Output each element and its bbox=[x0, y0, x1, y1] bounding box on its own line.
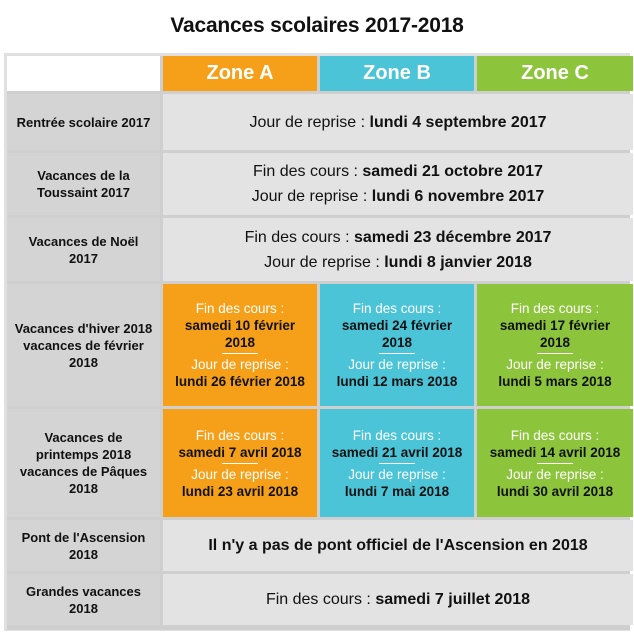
reprise-value: lundi 23 avril 2018 bbox=[181, 483, 299, 499]
reprise-label: Jour de reprise : bbox=[264, 253, 385, 271]
fin-label: Fin des cours : bbox=[244, 228, 354, 246]
table-row bbox=[249, 110, 546, 135]
fin-label: Fin des cours : bbox=[352, 427, 442, 443]
row-label-toussaint: Vacances de la Toussaint 2017 bbox=[7, 153, 160, 215]
table-row bbox=[252, 184, 545, 209]
hiver-zone-b bbox=[320, 284, 474, 406]
reprise-label: Jour de reprise : bbox=[348, 466, 446, 482]
divider bbox=[537, 463, 573, 464]
reprise-value: lundi 12 mars 2018 bbox=[336, 374, 458, 389]
divider bbox=[379, 353, 415, 354]
page-title: Vacances scolaires 2017-2018 bbox=[170, 14, 464, 37]
printemps-zone-c bbox=[477, 409, 633, 517]
reprise-value: lundi 7 mai 2018 bbox=[344, 483, 450, 499]
zone-b-header: Zone B bbox=[320, 56, 474, 91]
printemps-zone-a bbox=[163, 409, 317, 517]
fin-label: Fin des cours : bbox=[510, 301, 600, 316]
fin-label: Fin des cours : bbox=[352, 301, 442, 316]
fin-label: Fin des cours : bbox=[265, 591, 376, 608]
fin-value: samedi 17 février 2018 bbox=[499, 318, 611, 350]
ascension-note: Il n'y a pas de pont officiel de l'Ascension en 2018 bbox=[163, 520, 633, 571]
divider bbox=[379, 463, 415, 464]
row-label-printemps: Vacances de printemps 2018 vacances de Pâques 2018 bbox=[7, 409, 160, 517]
divider bbox=[537, 353, 573, 354]
fin-label: Fin des cours : bbox=[195, 301, 285, 316]
zone-c-header: Zone C bbox=[477, 56, 633, 91]
hiver-zone-a bbox=[163, 284, 317, 406]
reprise-label: Jour de reprise : bbox=[251, 188, 372, 205]
grandes-dates bbox=[163, 574, 633, 625]
reprise-label: Jour de reprise : bbox=[506, 357, 604, 372]
fin-value: samedi 14 avril 2018 bbox=[489, 444, 621, 460]
reprise-label: Jour de reprise : bbox=[249, 113, 370, 131]
fin-value: samedi 21 avril 2018 bbox=[331, 444, 463, 460]
holiday-table bbox=[7, 56, 630, 630]
reprise-label: Jour de reprise : bbox=[348, 357, 446, 372]
fin-value: samedi 21 octobre 2017 bbox=[362, 163, 543, 180]
rentree-dates bbox=[163, 94, 633, 150]
table-corner bbox=[7, 56, 160, 91]
zone-a-header: Zone A bbox=[163, 56, 317, 91]
row-label-grandes: Grandes vacances 2018 bbox=[7, 574, 160, 625]
reprise-value: lundi 4 septembre 2017 bbox=[369, 113, 547, 131]
fin-value: samedi 10 février 2018 bbox=[184, 318, 296, 350]
reprise-value: lundi 26 février 2018 bbox=[175, 374, 305, 389]
divider bbox=[222, 463, 258, 464]
reprise-label: Jour de reprise : bbox=[191, 466, 289, 482]
table-row bbox=[245, 225, 552, 250]
toussaint-dates bbox=[163, 153, 633, 215]
printemps-zone-b bbox=[320, 409, 474, 517]
row-label-noel: Vacances de Noël 2017 bbox=[7, 218, 160, 281]
table-row bbox=[264, 250, 532, 275]
reprise-value: lundi 8 janvier 2018 bbox=[384, 253, 532, 271]
fin-value: samedi 7 juillet 2018 bbox=[375, 591, 531, 608]
reprise-value: lundi 30 avril 2018 bbox=[496, 483, 614, 499]
reprise-value: lundi 5 mars 2018 bbox=[498, 374, 612, 389]
fin-value: samedi 24 février 2018 bbox=[341, 318, 453, 350]
reprise-label: Jour de reprise : bbox=[506, 466, 604, 482]
table-row bbox=[253, 159, 543, 184]
reprise-value: lundi 6 novembre 2017 bbox=[371, 188, 545, 205]
hiver-zone-c bbox=[477, 284, 633, 406]
fin-value: samedi 7 avril 2018 bbox=[178, 444, 302, 460]
row-label-rentree: Rentrée scolaire 2017 bbox=[7, 94, 160, 150]
fin-value: samedi 23 décembre 2017 bbox=[353, 228, 552, 246]
table-row bbox=[266, 587, 530, 612]
reprise-label: Jour de reprise : bbox=[191, 357, 289, 372]
fin-label: Fin des cours : bbox=[510, 427, 600, 443]
divider bbox=[222, 353, 258, 354]
fin-label: Fin des cours : bbox=[253, 163, 363, 180]
row-label-ascension: Pont de l'Ascension 2018 bbox=[7, 520, 160, 571]
fin-label: Fin des cours : bbox=[195, 427, 285, 443]
noel-dates bbox=[163, 218, 633, 281]
row-label-hiver: Vacances d'hiver 2018 vacances de février 2018 bbox=[7, 284, 160, 406]
